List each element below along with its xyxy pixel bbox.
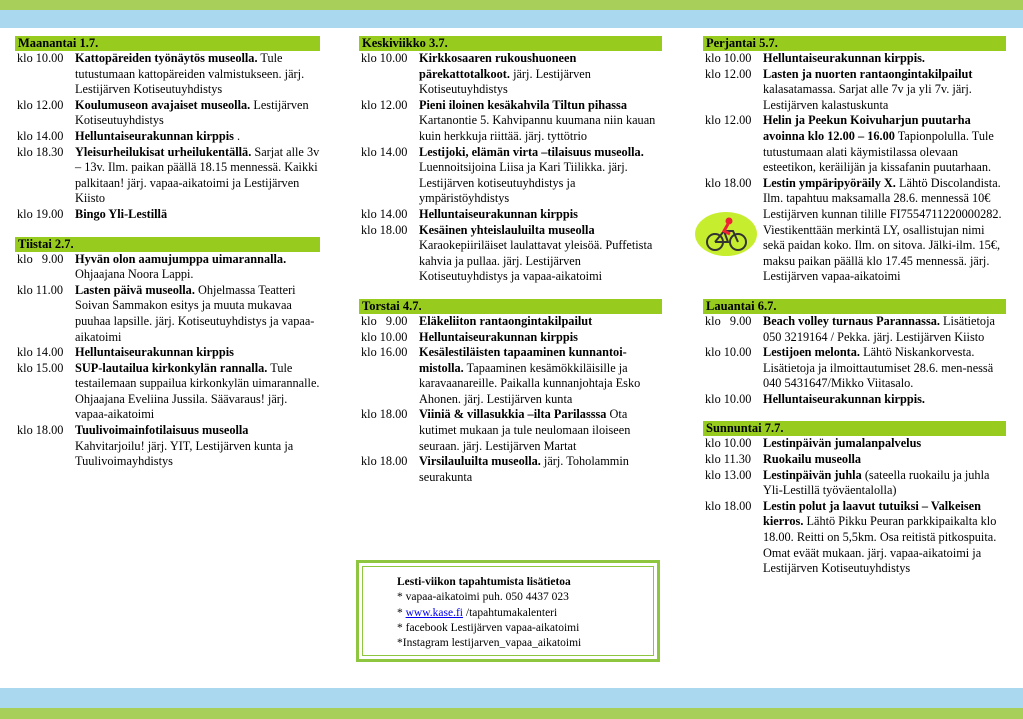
event-text (419, 454, 662, 485)
event-detail: Ohjelmassa Teatteri Soivan Sammakon esitys ja muuta mukavaa puuhaa lapsille. järj. Kotiseutuyhdistys ja vapaa-aikatoimi (75, 282, 315, 344)
event-text (763, 113, 1006, 175)
event-text (763, 345, 1006, 392)
event-title: Ruokailu museolla (763, 452, 862, 467)
event-text (763, 392, 1006, 408)
column-1 (15, 36, 320, 484)
event-item (359, 345, 662, 407)
event-time: klo 10.00 (17, 51, 64, 65)
event-title: Virsilauluilta museolla. (419, 454, 541, 469)
event-title: Lestijoen melonta. (763, 345, 860, 360)
event-detail: Lähtö Niskankorvesta. Lisätietoja ja ilmoittautumiset 28.6. men-nessä 040 5431647/Mikko Viitasalo. (763, 345, 994, 391)
event-text (763, 51, 1006, 67)
event-text (419, 407, 662, 454)
event-time: klo 12.00 (361, 97, 408, 112)
event-time: klo 11.30 (705, 452, 751, 467)
event-time: klo 10.00 (705, 51, 752, 65)
event-detail: järj. Toholammin seurakunta (419, 454, 629, 484)
event-time: klo 15.00 (17, 360, 64, 375)
event-item (15, 145, 320, 207)
event-detail: Kartanontie 5. Kahvipannu kuumana niin kauan kuin herkkuja riittää. järj. tyttötrio (419, 113, 656, 143)
event-item (703, 345, 1006, 392)
event-detail: Kahvitarjoilu! järj. YIT, Lestijärven kunta ja Tuulivoimayhdistys (75, 438, 294, 469)
info-title: Lesti-viikon tapahtumista lisätietoa (397, 576, 571, 588)
event-item (359, 330, 662, 346)
event-title: Kirkkosaaren rukoushuoneen pärekattotalkoot. (419, 51, 577, 81)
event-detail: . (236, 128, 241, 143)
event-item (15, 98, 320, 129)
event-time: klo 10.00 (361, 51, 408, 65)
event-item (703, 67, 1006, 114)
day-thursday (359, 299, 662, 486)
day-header: Maanantai 1.7. (15, 36, 320, 51)
event-title: Viiniä & villasukkia –ilta Parilasssa (419, 407, 607, 422)
day-monday (15, 36, 320, 223)
event-title: Lestinpäivän juhla (763, 467, 862, 482)
event-title: Hyvän olon aamujumppa uimarannalla. (75, 251, 287, 266)
event-item (359, 98, 662, 145)
event-title: Tuulivoimainfotilaisuus museolla (75, 423, 249, 438)
event-title: Lestin ympäripyöräily X. (763, 175, 896, 190)
event-time: klo 18.00 (361, 407, 408, 422)
event-title: Koulumuseon avajaiset museolla. (75, 97, 251, 112)
event-detail: Ota kutimet mukaan ja tule neulomaan iloiseen seuraan. järj. Lestijärven Martat (419, 407, 631, 453)
event-time: klo 14.00 (361, 144, 408, 159)
event-text (763, 314, 1006, 345)
event-title: Lasten ja nuorten rantaongintakilpailut (763, 66, 973, 81)
event-detail: Ohjaajana Noora Lappi. (75, 267, 194, 282)
event-detail: Tapaaminen kesämökkiläisille ja karavaanareille. Paikalla kunnanjohtaja Esko Ahonen. järj. Lestijärven kunta (419, 360, 641, 406)
event-item (15, 129, 320, 145)
event-item (359, 51, 662, 98)
event-title: Helluntaiseurakunnan kirppis (75, 345, 234, 360)
event-item (15, 283, 320, 345)
event-text (763, 67, 1006, 114)
event-item (359, 314, 662, 330)
event-detail: Tule testailemaan suppailua kirkonkylän uimarannalle. Ohjaajana Eveliina Jussila. Säävaraus! järj. vapaa-aikatoimi (75, 360, 320, 422)
event-title: SUP-lautailua kirkonkylän rannalla. (75, 360, 268, 375)
day-sunday (703, 421, 1006, 576)
event-item (703, 392, 1006, 408)
event-item (359, 145, 662, 207)
event-text (763, 452, 1006, 468)
bottom-blue-band (0, 688, 1023, 708)
event-time: klo 14.00 (361, 206, 408, 221)
event-time: klo 10.00 (705, 436, 752, 451)
event-time: klo 13.00 (705, 467, 752, 482)
info-instagram: *Instagram lestijarven_vapaa_aikatoimi (397, 637, 582, 650)
info-box (356, 560, 660, 662)
event-text (419, 145, 662, 207)
event-detail: Tapionpolulla. Tule tutustumaan alati käymistilassa olevaan esteetikon, keräilijän ja kissafanin puutarhaan. (763, 128, 994, 175)
info-facebook: * facebook Lestijärven vapaa-aikatoimi (397, 621, 580, 634)
event-text (75, 145, 320, 207)
event-time: klo 14.00 (17, 345, 64, 360)
event-title: Pieni iloinen kesäkahvila Tiltun pihassa (419, 97, 627, 112)
event-time: klo 12.00 (17, 97, 64, 112)
event-text (75, 423, 320, 470)
event-time: klo 18.30 (17, 144, 64, 159)
event-detail: Lähtö Pikku Peuran parkkipaikalta klo 18.00. Reitti on 5,5km. Osa reitistä pitkospuita. Omat eväät mukaan. järj. vapaa-aikatoimi ja Lestijärven Kotiseutuyhdistys (763, 514, 997, 576)
event-title: Helluntaiseurakunnan kirppis (419, 329, 578, 344)
event-text (419, 207, 662, 223)
event-title: Beach volley turnaus Parannassa. (763, 313, 940, 328)
event-detail: Lestijärven Kotiseutuyhdistys (75, 97, 309, 128)
event-text (75, 361, 320, 423)
kase-link[interactable]: www.kase.fi (405, 606, 464, 619)
day-wednesday (359, 36, 662, 285)
event-text (763, 499, 1006, 577)
day-header: Torstai 4.7. (359, 299, 662, 314)
event-item (703, 468, 1006, 499)
event-text (419, 223, 662, 285)
event-text (419, 51, 662, 98)
event-time: klo 18.00 (705, 175, 752, 190)
event-item (359, 454, 662, 485)
event-time: klo 11.00 (17, 282, 63, 297)
event-detail: Karaokepiiriläiset laulattavat yleisöä. Puffetista kahvia ja pullaa. järj. Lestijärven Kotiseutuyhdistys ja vapaa-aikatoimi (419, 238, 653, 284)
event-title: Kesälestiläisten tapaaminen kunnantoi-mistolla. (419, 345, 627, 375)
event-item (359, 223, 662, 285)
event-detail: järj. Lestijärven Kotiseutuyhdistys (419, 66, 591, 97)
event-text (763, 176, 1006, 285)
event-time: klo 19.00 (17, 206, 64, 221)
event-item (359, 207, 662, 223)
day-header: Keskiviikko 3.7. (359, 36, 662, 51)
event-item (15, 423, 320, 470)
event-item (359, 407, 662, 454)
day-header: Perjantai 5.7. (703, 36, 1006, 51)
event-text (419, 314, 662, 330)
bottom-green-band (0, 708, 1023, 719)
event-text (75, 345, 320, 361)
event-time: klo 16.00 (361, 345, 408, 360)
event-text (75, 283, 320, 345)
event-text (75, 207, 320, 223)
column-3 (703, 36, 1006, 591)
event-time: klo 14.00 (17, 128, 64, 143)
event-title: Lestijoki, elämän virta –tilaisuus museolla. (419, 144, 644, 159)
event-item (703, 113, 1006, 175)
event-time: klo 18.00 (361, 222, 408, 237)
event-item (15, 51, 320, 98)
event-text (75, 252, 320, 283)
event-text (419, 98, 662, 145)
event-detail: Tule tutustumaan kattopäreiden valmistukseen. järj. Lestijärven Kotiseutuyhdistys (75, 51, 305, 97)
day-header: Tiistai 2.7. (15, 237, 320, 252)
event-title: Helin ja Peekun Koivuharjun puutarha avoinna klo 12.00 – 16.00 (763, 113, 971, 143)
event-title: Kattopäreiden työnäytös museolla. (75, 51, 258, 65)
event-title: Helluntaiseurakunnan kirppis (419, 206, 578, 221)
event-title: Yleisurheilukisat urheilukentällä. (75, 144, 252, 159)
event-detail: Lähtö Discolandista. Ilm. tapahtuu maksamalla 28.6. mennessä 10€ Lestijärven kunnan tilille FI7554711220000282. Viestikenttään merkintä LY, osallistujan nimi sekä paidan koko. Ilm. on sitova. Jälki-ilm. 15€, maksu paikan päällä klo 17.45 mennessä. järj. Lestijärven vapaa-aikatoimi (763, 175, 1002, 284)
event-time: klo 9.00 (17, 251, 64, 266)
day-saturday (703, 299, 1006, 408)
event-text (75, 51, 320, 98)
event-title: Helluntaiseurakunnan kirppis (75, 128, 234, 143)
event-time: klo 18.00 (705, 498, 752, 513)
event-text (763, 468, 1006, 499)
event-text (419, 330, 662, 346)
event-text (419, 345, 662, 407)
info-web-bullet: * (397, 606, 406, 619)
event-time: klo 10.00 (705, 391, 752, 406)
day-header: Sunnuntai 7.7. (703, 421, 1006, 436)
event-title: Kesäinen yhteislauluilta museolla (419, 222, 595, 237)
event-item (703, 452, 1006, 468)
day-tuesday (15, 237, 320, 470)
event-title: Eläkeliiton rantaongintakilpailut (419, 313, 593, 328)
event-detail: Sarjat alle 3v – 13v. Ilm. paikan päällä 18.15 mennessä. Kaikki palkitaan! järj. vapaa-aikatoimi ja Lestijärven Kiisto (75, 144, 320, 206)
event-time: klo 12.00 (705, 66, 752, 81)
event-title: Lasten päivä museolla. (75, 282, 195, 297)
event-title: Lestin polut ja laavut tutuiksi – Valkeisen kierros. (763, 498, 981, 529)
event-time: klo 12.00 (705, 113, 752, 128)
event-item (703, 314, 1006, 345)
event-detail: Lisätietoja 050 3219164 / Pekka. järj. Lestijärven Kiisto (763, 313, 995, 344)
event-item (15, 207, 320, 223)
event-time: klo 18.00 (361, 454, 408, 469)
event-detail: (sateella ruokailu ja juhla Yli-Lestillä työväentalolla) (763, 467, 990, 498)
event-time: klo 9.00 (361, 313, 408, 328)
event-text (75, 129, 320, 145)
info-web-suffix: /tapahtumakalenteri (463, 606, 558, 619)
info-web (397, 606, 653, 621)
event-item (15, 252, 320, 283)
info-phone: * vapaa-aikatoimi puh. 050 4437 023 (397, 591, 569, 604)
event-title: Helluntaiseurakunnan kirppis. (763, 391, 925, 406)
event-time: klo 10.00 (361, 329, 408, 344)
event-title: Helluntaiseurakunnan kirppis. (763, 51, 925, 65)
event-item (703, 436, 1006, 452)
event-item (703, 499, 1006, 577)
event-item (15, 361, 320, 423)
event-text (75, 98, 320, 129)
event-item (15, 345, 320, 361)
event-time: klo 10.00 (705, 345, 752, 360)
top-blue-band (0, 10, 1023, 28)
event-detail: kalasatamassa. Sarjat alle 7v ja yli 7v. järj. Lestijärven kalastuskunta (763, 82, 972, 112)
column-2 (359, 36, 662, 499)
event-detail: Luennoitsijoina Liisa ja Kari Tiilikka. järj. Lestijärven kotiseutuyhdistys ja ympäristöyhdistys (419, 160, 628, 206)
top-green-band (0, 0, 1023, 10)
event-title: Lestinpäivän jumalanpalvelus (763, 436, 922, 451)
event-item (703, 51, 1006, 67)
event-time: klo 9.00 (705, 313, 752, 328)
event-time: klo 18.00 (17, 423, 64, 438)
event-title: Bingo Yli-Lestillä (75, 206, 168, 221)
day-header: Lauantai 6.7. (703, 299, 1006, 314)
event-text (763, 436, 1006, 452)
cyclist-icon (695, 212, 757, 256)
